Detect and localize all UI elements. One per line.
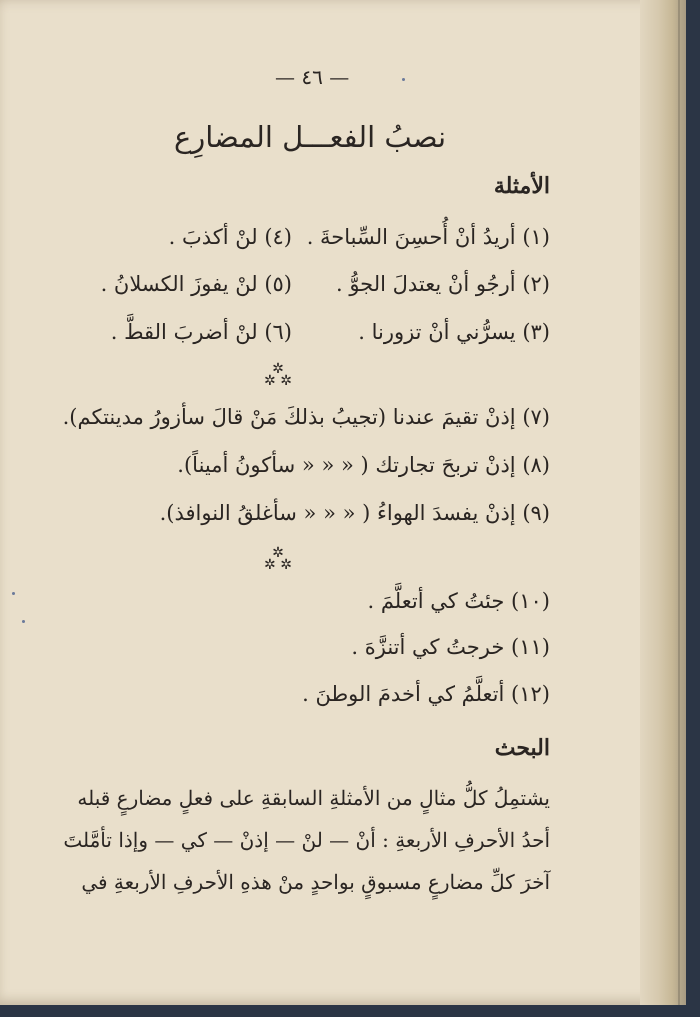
discussion-line-1: يشتمِلُ كلُّ مثالٍ من الأمثلةِ السابقةِ على فعلٍ مضارعٍ قبله: [77, 786, 550, 810]
page-title: نصبُ الفعـــل المضارِع: [173, 120, 447, 154]
discussion-paragraph: [30, 777, 550, 903]
example-10: (١٠) جئتُ كي أتعلَّمَ .: [367, 589, 550, 613]
example-7: (٧) إذنْ تقيمَ عندنا (تجيبُ بذلكَ مَنْ قالَ سأزورُ مدينتكم).: [62, 405, 550, 429]
discussion-heading: البحث: [494, 735, 550, 761]
example-11: (١١) خرجتُ كي أتنزَّهَ .: [351, 635, 550, 659]
page-content: [30, 55, 550, 955]
example-1: (١) أريدُ أنْ أُحسِنَ السِّباحةَ .: [306, 225, 550, 249]
example-12: (١٢) أتعلَّمُ كي أخدمَ الوطنَ .: [302, 682, 550, 706]
stars-divider-1: ✲ ✲ ✲: [264, 361, 292, 389]
margin-speck: [12, 592, 15, 595]
example-8: (٨) إذنْ تربحَ تجارتك ( « « « سأكونُ أميناً).: [177, 453, 550, 477]
example-2: (٢) أرجُو أنْ يعتدلَ الجوُّ .: [335, 272, 550, 296]
example-5: (٥) لنْ يفوزَ الكسلانُ .: [100, 272, 292, 296]
example-3: (٣) يسرُّني أنْ تزورنا .: [358, 320, 550, 344]
stars-divider-2: ✲ ✲ ✲: [264, 545, 292, 573]
margin-speck: [22, 620, 25, 623]
example-6: (٦) لنْ أضربَ القطَّ .: [110, 320, 292, 344]
example-4: (٤) لنْ أكذبَ .: [168, 225, 292, 249]
page-edge: [640, 0, 686, 1005]
examples-heading: الأمثلة: [493, 173, 550, 199]
page-number: — ٤٦ —: [275, 65, 350, 89]
discussion-line-2: أحدُ الأحرفِ الأربعةِ : أنْ — لنْ — إذنْ — كي — وإذا تأمَّلتَ: [63, 828, 550, 852]
discussion-line-3: آخرَ كلِّ مضارعٍ مسبوقٍ بواحدٍ منْ هذهِ الأحرفِ الأربعةِ في: [81, 870, 550, 894]
example-9: (٩) إذنْ يفسدَ الهواءُ ( « « « سأغلقُ النوافذ).: [159, 501, 550, 525]
